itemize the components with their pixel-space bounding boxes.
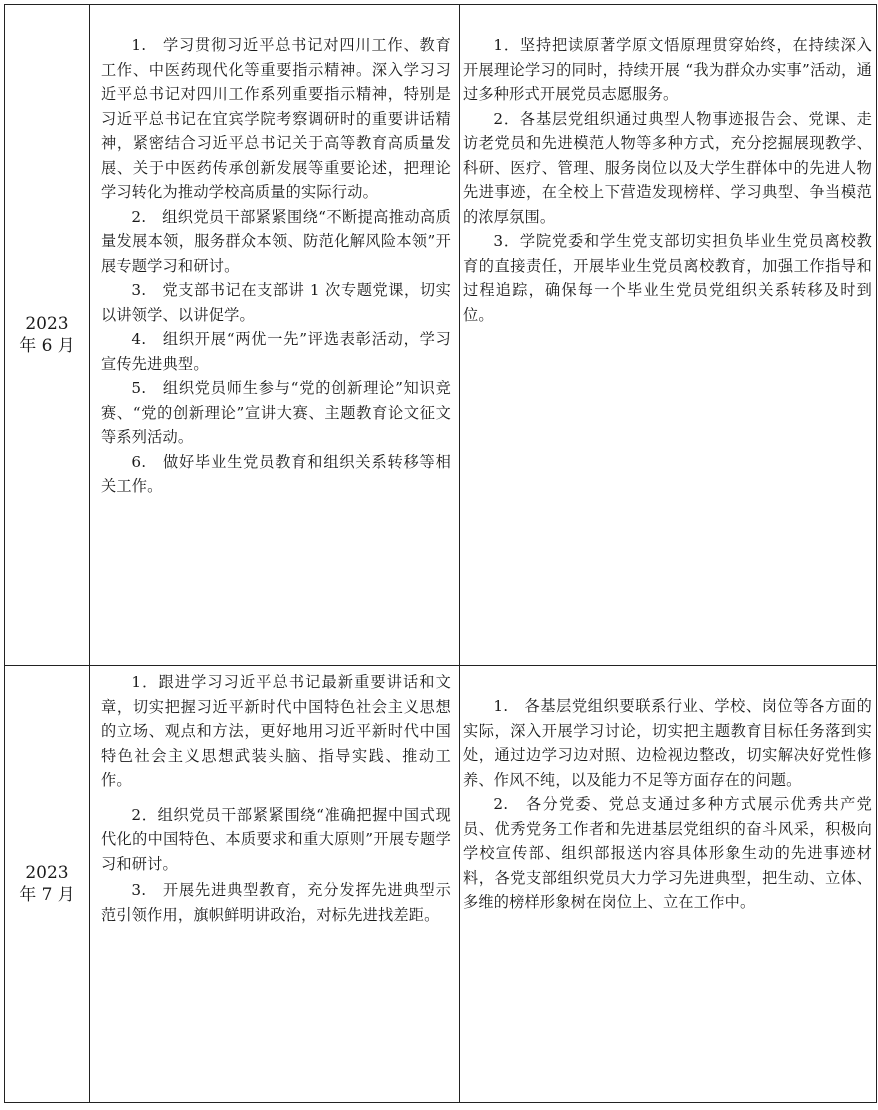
month-year: 2023 <box>25 314 69 334</box>
table-row <box>5 666 877 1103</box>
list-item: 2．各基层党组织通过典型人物事迹报告会、党课、走访老党员和先进模范人物等多种方式，充分挖掘展现教学、科研、医疗、管理、服务岗位以及大学生群体中的先进人物先进事迹，在全校上下营造发现榜样、学习典型、争当模范的浓厚氛围。 <box>463 109 872 226</box>
list-item: 1．跟进学习习近平总书记最新重要讲话和文章，切实把握习近平新时代中国特色社会主义思想的立场、观点和方法，更好地用习近平新时代中国特色社会主义思想武装头脑、指导实践、推动工作。 <box>101 673 451 789</box>
list-item: 6. 做好毕业生党员教育和组织关系转移等相关工作。 <box>101 452 451 495</box>
month-cell <box>5 5 90 666</box>
tasks-cell <box>90 5 460 666</box>
measures-cell <box>460 666 877 1103</box>
list-item: 5. 组织党员师生参与“党的创新理论”知识竞赛、“党的创新理论”宣讲大赛、主题教育论文征文等系列活动。 <box>101 379 451 446</box>
month-cell <box>5 666 90 1103</box>
list-item: 4. 组织开展“两优一先”评选表彰活动，学习宣传先进典型。 <box>101 330 451 373</box>
list-item: 3．学院党委和学生党支部切实担负毕业生党员离校教育的直接责任，开展毕业生党员离校教育，加强工作指导和过程追踪，确保每一个毕业生党员党组织关系转移及时到位。 <box>463 232 872 324</box>
month-name: 年 7 月 <box>19 885 75 905</box>
list-item: 3. 党支部书记在支部讲 1 次专题党课，切实以讲领学、以讲促学。 <box>101 281 451 324</box>
work-plan-table <box>4 4 877 1103</box>
list-item: 1. 学习贯彻习近平总书记对四川工作、教育工作、中医药现代化等重要指示精神。深入学习习近平总书记对四川工作系列重要指示精神，特别是习近平总书记在宜宾学院考察调研时的重要讲话精神，紧密结合习近平总书记关于高等教育高质量发展、关于中医药传承创新发展等重要论述，把理论学习转化为推动学校高质量的实际行动。 <box>101 36 451 201</box>
table-row <box>5 5 877 666</box>
month-year: 2023 <box>25 863 69 883</box>
list-item: 2. 各分党委、党总支通过多种方式展示优秀共产党员、优秀党务工作者和先进基层党组织的奋斗风采，积极向学校宣传部、组织部报送内容具体形象生动的先进事迹材料，各党支部组织党员大力学习先进典型，把生动、立体、多维的榜样形象树在岗位上、立在工作中。 <box>463 795 872 911</box>
list-item: 1. 各基层党组织要联系行业、学校、岗位等各方面的实际，深入开展学习讨论，切实把主题教育目标任务落到实处，通过边学习边对照、边检视边整改，切实解决好党性修养、作风不纯，以及能力不足等方面存在的问题。 <box>463 697 872 789</box>
list-item: 1．坚持把读原著学原文悟原理贯穿始终，在持续深入开展理论学习的同时，持续开展 “我为群众办实事”活动，通过多种形式开展党员志愿服务。 <box>463 36 872 103</box>
measures-cell <box>460 5 877 666</box>
tasks-cell <box>90 666 460 1103</box>
list-item: 2．组织党员干部紧紧围绕“准确把握中国式现代化的中国特色、本质要求和重大原则”开展专题学习和研讨。 <box>101 805 451 873</box>
list-item: 2. 组织党员干部紧紧围绕“不断提高推动高质量发展本领，服务群众本领、防范化解风险本领”开展专题学习和研讨。 <box>101 207 451 275</box>
list-item: 3. 开展先进典型教育，充分发挥先进典型示范引领作用，旗帜鲜明讲政治，对标先进找差距。 <box>101 881 451 924</box>
month-name: 年 6 月 <box>19 336 75 356</box>
